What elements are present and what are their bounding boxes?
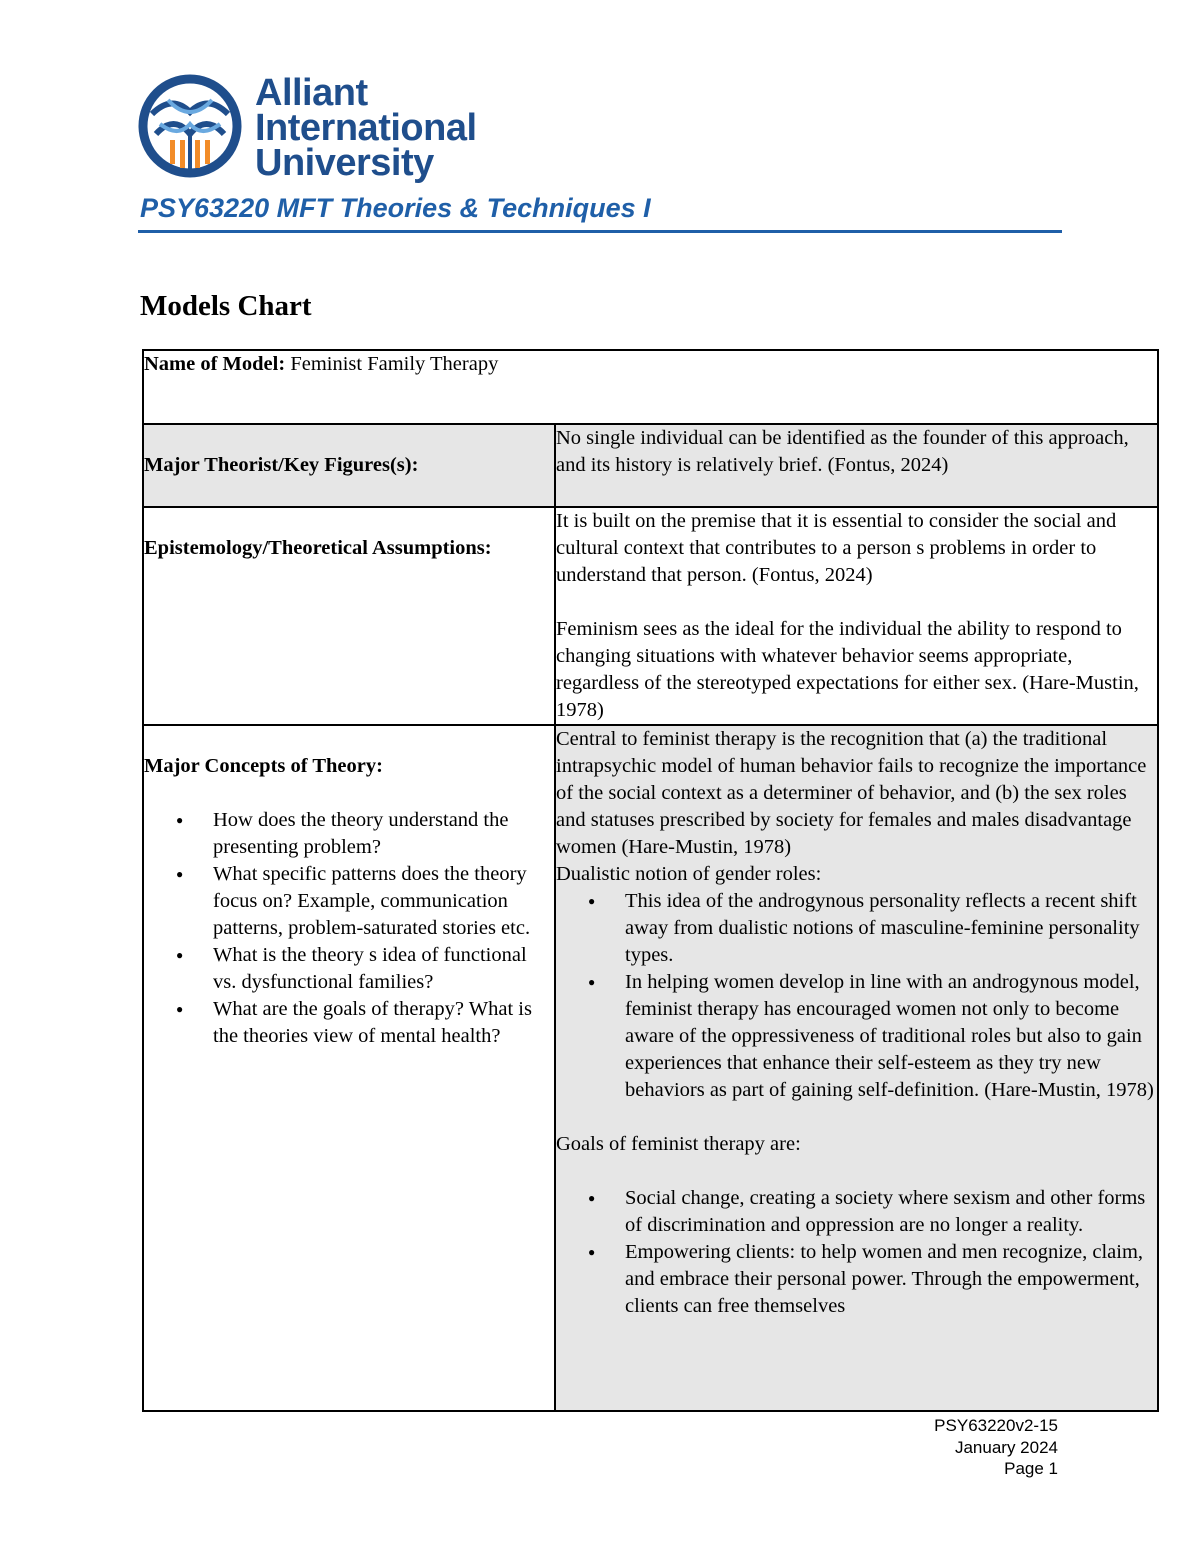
table-row-theorist: [143, 424, 1158, 507]
goals-list: [556, 1185, 1157, 1320]
list-item: ● In helping women develop in line with an androgynous model, feminist therapy has encouraged women not only to become aware of the oppressiveness of traditional roles but also to gain experiences that enhance their self-esteem as they try new behaviors as part of gaining self-definition. (Hare-Mustin, 1978): [625, 969, 1157, 1104]
list-item: ● Empowering clients: to help women and men recognize, claim, and embrace their personal power. Through the empowerment, clients can free themselves: [625, 1239, 1157, 1320]
goals-heading: Goals of feminist therapy are:: [556, 1133, 801, 1155]
concepts-right-cell: [555, 725, 1158, 1411]
concepts-label: Major Concepts of Theory:: [144, 755, 383, 777]
model-name-value: Feminist Family Therapy: [290, 353, 499, 375]
wordmark-line-3: University: [255, 142, 434, 184]
list-item: ● How does the theory understand the presenting problem?: [213, 807, 554, 861]
epistemology-cell: [555, 507, 1158, 725]
title-divider: [138, 230, 1062, 233]
epistemology-paragraph-1: It is built on the premise that it is essential to consider the social and cultural context that contributes to a person s problems in order to understand that person. (Fontus, 2024): [556, 510, 1117, 586]
models-chart-table: [142, 349, 1159, 1412]
footer-page-number: Page 1: [1004, 1459, 1058, 1478]
wordmark-line-1: Alliant: [255, 72, 368, 114]
course-title: PSY63220 MFT Theories & Techniques I: [140, 193, 651, 223]
table-row-concepts: [143, 725, 1158, 1411]
model-name-label: Name of Model:: [144, 353, 286, 375]
model-name-cell: [143, 350, 1158, 424]
concepts-question-list: [144, 807, 554, 1050]
dualistic-list: [556, 888, 1157, 1104]
footer-date: January 2024: [954, 1437, 1058, 1457]
list-item: ● Social change, creating a society where sexism and other forms of discrimination and oppression are no longer a reality.: [625, 1185, 1157, 1239]
table-row-epistemology: [143, 507, 1158, 725]
list-item: ● This idea of the androgynous personality reflects a recent shift away from dualistic notions of masculine-feminine personality types.: [625, 888, 1157, 969]
concepts-intro: Central to feminist therapy is the recognition that (a) the traditional intrapsychic model of human behavior fails to recognize the importance of the social context as a determiner of behavior, and (b) the sex roles and statuses prescribed by society for females and males disadvantage women (Hare-Mustin, 1978): [556, 728, 1147, 858]
dualistic-heading: Dualistic notion of gender roles:: [556, 863, 822, 885]
epistemology-paragraph-2: Feminism sees as the ideal for the individual the ability to respond to changing situations with whatever behavior seems appropriate, regardless of the stereotyped expectations for either sex. (Hare-Mustin, 1978): [556, 618, 1139, 721]
page-footer: [934, 1415, 1058, 1480]
theorist-text: No single individual can be identified as the founder of this approach, and its history is relatively brief. (Fontus, 2024): [555, 424, 1158, 507]
table-row-model-name: [143, 350, 1158, 424]
list-item: ● What is the theory s idea of functional vs. dysfunctional families?: [213, 942, 554, 996]
concepts-left-cell: [143, 725, 555, 1411]
university-wordmark: [255, 72, 477, 184]
wordmark-line-2: International: [255, 107, 477, 149]
footer-doc-code: PSY63220v2-15: [934, 1416, 1058, 1435]
page-title: Models Chart: [140, 290, 312, 322]
list-item: ● What specific patterns does the theory focus on? Example, communication patterns, problem-saturated stories etc.: [213, 861, 554, 942]
list-item: ● What are the goals of therapy? What is the theories view of mental health?: [213, 996, 554, 1050]
epistemology-label: Epistemology/Theoretical Assumptions:: [143, 507, 555, 725]
theorist-label: Major Theorist/Key Figures(s):: [143, 424, 555, 507]
